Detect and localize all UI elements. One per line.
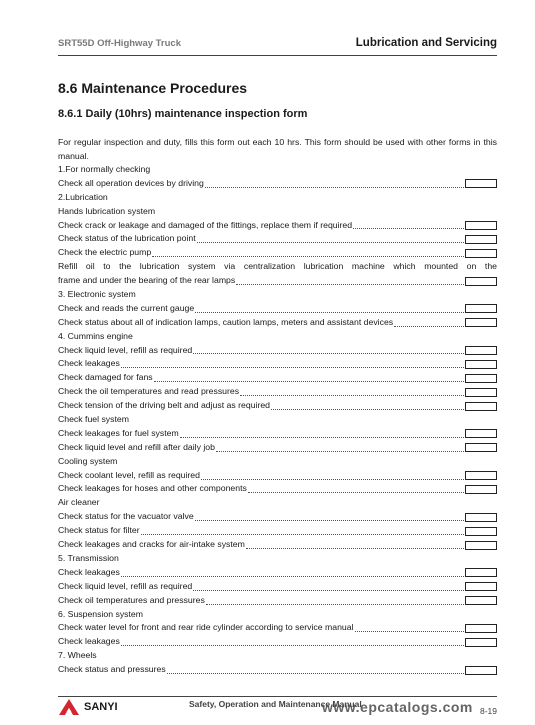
checkbox[interactable] (465, 596, 497, 605)
dot-leader (152, 255, 464, 257)
checklist-item (58, 302, 497, 316)
form-group-heading: 5. Transmission (58, 552, 119, 563)
checklist-item (58, 663, 497, 677)
checklist-item-text: Check water level for front and rear ride cylinder according to service manual (58, 622, 354, 633)
checkbox[interactable] (465, 513, 497, 522)
checkbox[interactable] (465, 249, 497, 258)
dot-leader (193, 352, 464, 354)
checklist-item-text: Check status and pressures (58, 664, 166, 675)
checklist-item-text: frame and under the bearing of the rear lamps (58, 275, 236, 286)
checklist-item (58, 246, 497, 260)
checkbox[interactable] (465, 471, 497, 480)
dot-leader (121, 575, 464, 577)
footer-divider (58, 696, 497, 697)
checklist-item-text: Check oil temperatures and pressures (58, 594, 205, 605)
checklist-item-text: Check and reads the current gauge (58, 302, 195, 313)
header-divider (58, 55, 497, 56)
checklist-item (58, 580, 497, 594)
dot-leader (394, 325, 464, 327)
form-group-heading: 3. Electronic system (58, 289, 136, 300)
checklist-item-text: Check leakages for fuel system (58, 427, 179, 438)
brand-name: SANYI (84, 701, 118, 713)
form-group-heading: 7. Wheels (58, 650, 97, 661)
dot-leader (180, 436, 464, 438)
checklist-item (58, 274, 497, 288)
form-group-heading: Cooling system (58, 455, 118, 466)
form-group-heading: 4. Cummins engine (58, 330, 133, 341)
checklist-item-text: Check coolant level, refill as required (58, 469, 200, 480)
checklist-item-text: Check leakages and cracks for air-intake system (58, 539, 245, 550)
checklist-item (58, 385, 497, 399)
dot-leader (154, 380, 464, 382)
dot-leader (246, 547, 464, 549)
dot-leader (205, 186, 464, 188)
dot-leader (195, 311, 464, 313)
checklist-item (58, 219, 497, 233)
checklist-item-text: Check crack or leakage and damaged of the fittings, replace them if required (58, 219, 353, 230)
checkbox[interactable] (465, 429, 497, 438)
dot-leader (167, 672, 464, 674)
checklist-item (58, 594, 497, 608)
form-group-heading: 6. Suspension system (58, 608, 143, 619)
section-title: 8.6 Maintenance Procedures (58, 80, 248, 96)
checklist-item-text: Check leakages (58, 566, 120, 577)
dot-leader (353, 227, 464, 229)
checklist-item-text: Check tension of the driving belt and adjust as required (58, 400, 271, 411)
dot-leader (193, 589, 464, 591)
checklist-item (58, 635, 497, 649)
checklist-item-text: Check leakages (58, 636, 120, 647)
brand-logo (58, 698, 118, 716)
dot-leader (201, 478, 464, 480)
dot-leader (206, 603, 464, 605)
checklist-item-text: Check liquid level, refill as required (58, 580, 193, 591)
checkbox[interactable] (465, 485, 497, 494)
checkbox[interactable] (465, 638, 497, 647)
dot-leader (197, 241, 464, 243)
checklist-item (58, 524, 497, 538)
form-group-heading: Air cleaner (58, 497, 100, 508)
dot-leader (121, 366, 464, 368)
checkbox[interactable] (465, 388, 497, 397)
checkbox[interactable] (465, 527, 497, 536)
checkbox[interactable] (465, 666, 497, 675)
dot-leader (355, 630, 464, 632)
checklist-item (58, 510, 497, 524)
checkbox[interactable] (465, 582, 497, 591)
dot-leader (236, 283, 464, 285)
sanyi-logo-icon (58, 698, 80, 716)
checklist-item-text: Check status for the vacuator valve (58, 511, 194, 522)
intro-paragraph: For regular inspection and duty, fills this form out each 10 hrs. This form should be used with other forms in this manual. (58, 137, 497, 161)
checklist-item (58, 482, 497, 496)
dot-leader (271, 408, 464, 410)
checkbox[interactable] (465, 277, 497, 286)
dot-leader (195, 519, 464, 521)
page-header-left: SRT55D Off-Highway Truck (58, 38, 181, 49)
form-group-heading: Check fuel system (58, 414, 129, 425)
checklist-item-text: Check damaged for fans (58, 372, 153, 383)
checkbox[interactable] (465, 179, 497, 188)
checklist-item-text: Check status for filter (58, 525, 140, 536)
subsection-title: 8.6.1 Daily (10hrs) maintenance inspection form (58, 108, 308, 120)
checklist-item-text: Check all operation devices by driving (58, 177, 204, 188)
inspection-form-list (58, 163, 497, 677)
checkbox[interactable] (465, 624, 497, 633)
checklist-item-text: Check liquid level, refill as required (58, 344, 193, 355)
checklist-item (58, 177, 497, 191)
page-header-right: Lubrication and Servicing (355, 37, 497, 49)
checklist-item-text: Check status about all of indication lamps, caution lamps, meters and assistant devices (58, 316, 394, 327)
checkbox[interactable] (465, 304, 497, 313)
dot-leader (121, 644, 464, 646)
checklist-item-text: Check status of the lubrication point (58, 233, 196, 244)
dot-leader (216, 450, 464, 452)
checklist-item (58, 232, 497, 246)
checklist-item (58, 344, 497, 358)
checklist-item (58, 371, 497, 385)
form-group-heading: 2.Lubrication (58, 191, 108, 202)
form-group-heading: Hands lubrication system (58, 205, 156, 216)
form-group-heading: Refill oil to the lubrication system via centralization lubrication machine which mounted on the (58, 261, 497, 272)
checkbox[interactable] (465, 568, 497, 577)
footer-manual-title: Safety, Operation and Maintenance Manual (189, 699, 362, 709)
checkbox[interactable] (465, 235, 497, 244)
checklist-item (58, 357, 497, 371)
checklist-item (58, 538, 497, 552)
dot-leader (141, 533, 464, 535)
checklist-item-text: Check the electric pump (58, 247, 152, 258)
form-group-heading: 1.For normally checking (58, 164, 151, 174)
dot-leader (248, 491, 464, 493)
checkbox[interactable] (465, 346, 497, 355)
checkbox[interactable] (465, 541, 497, 550)
checklist-item (58, 621, 497, 635)
watermark: www.epcatalogs.com (322, 699, 473, 715)
checklist-item (58, 399, 497, 413)
checklist-item-text: Check leakages (58, 358, 120, 369)
checkbox[interactable] (465, 374, 497, 383)
checkbox[interactable] (465, 360, 497, 369)
checklist-item (58, 469, 497, 483)
checklist-item-text: Check leakages for hoses and other components (58, 483, 247, 494)
checklist-item (58, 441, 497, 455)
checklist-item-text: Check liquid level and refill after daily job (58, 441, 215, 452)
checkbox[interactable] (465, 443, 497, 452)
checkbox[interactable] (465, 318, 497, 327)
checklist-item (58, 427, 497, 441)
checkbox[interactable] (465, 402, 497, 411)
dot-leader (240, 394, 464, 396)
checklist-item (58, 316, 497, 330)
checkbox[interactable] (465, 221, 497, 230)
checklist-item (58, 566, 497, 580)
checklist-item-text: Check the oil temperatures and read pressures (58, 386, 240, 397)
page-number: 8-19 (479, 706, 497, 716)
